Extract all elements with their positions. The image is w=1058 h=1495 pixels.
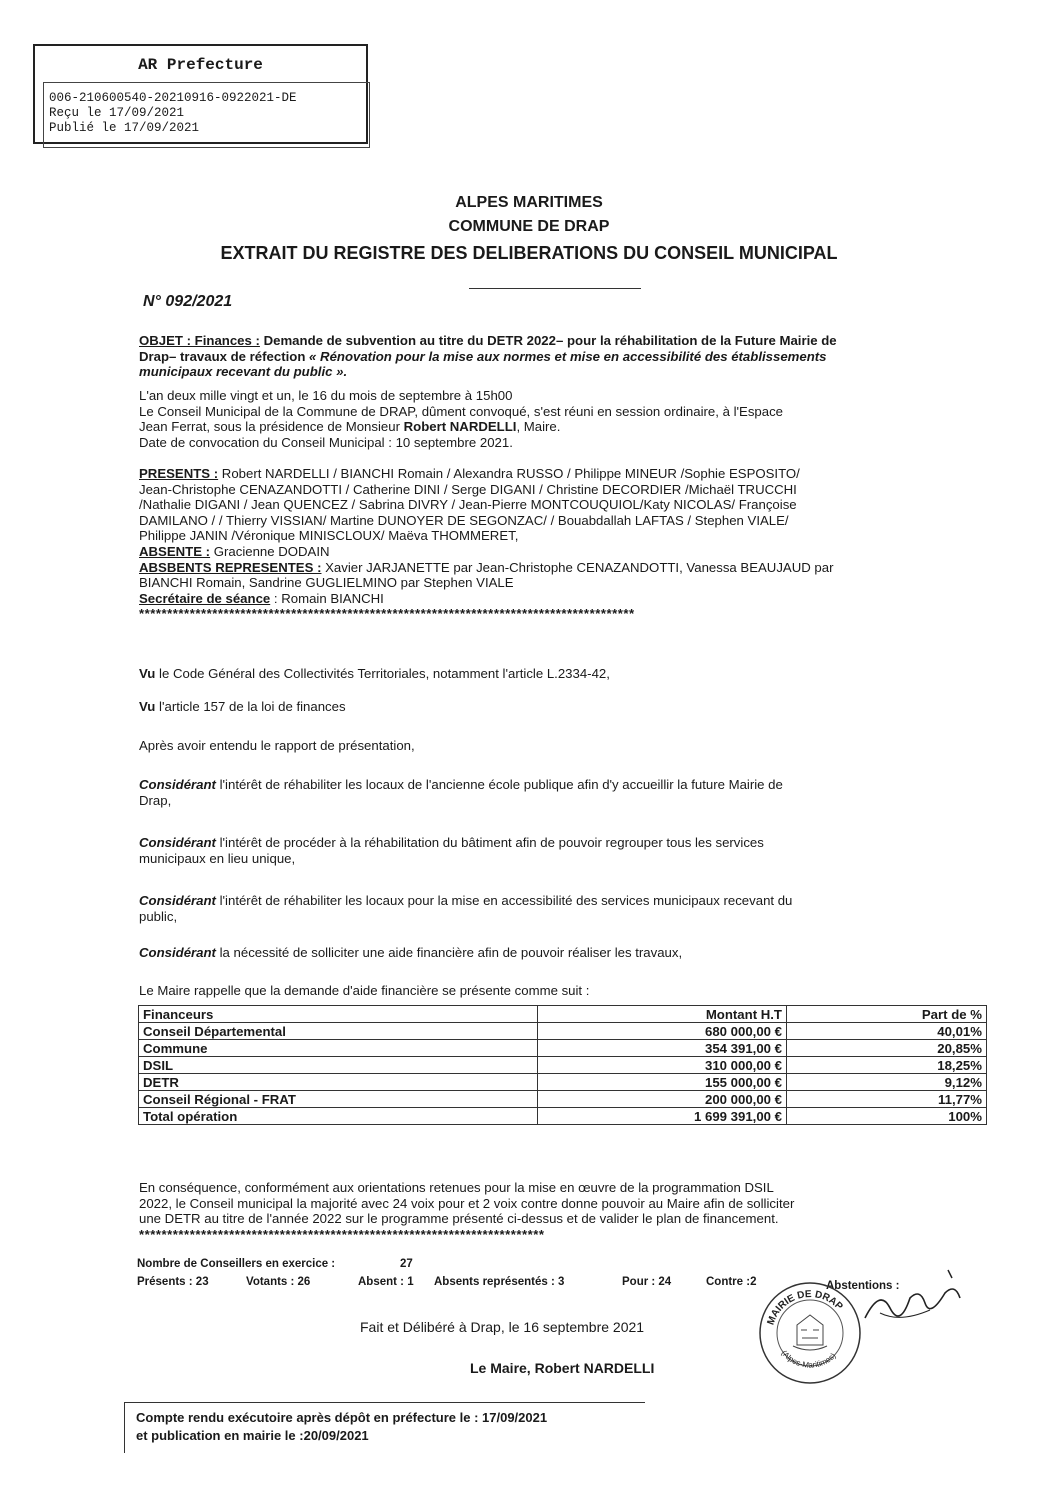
absents-representes-label: ABSBENTS REPRESENTES : — [139, 559, 322, 575]
objet-line2: Drap– travaux de réfection — [139, 348, 310, 364]
table-cell-montant: 310 000,00 € — [538, 1057, 787, 1074]
stamp-top-text: MAIRIE DE DRAP — [765, 1288, 845, 1327]
table-header-financeurs: Financeurs — [139, 1006, 538, 1023]
session-date: L'an deux mille vingt et un, le 16 du mois de septembre à 15h00 — [139, 388, 513, 403]
footer-publication: et publication en mairie le :20/09/2021 — [136, 1428, 369, 1443]
considerant-1-cont: Drap, — [139, 792, 172, 808]
table-cell-financeur: DSIL — [139, 1057, 538, 1074]
absents-representes-line1: Xavier JARJANETTE par Jean-Christophe CENAZANDOTTI, Vanessa BEAUJAUD par — [321, 559, 834, 575]
consequence-line3: une DETR au titre de l'année 2022 sur le programme présenté ci-dessus et de valider le plan de financement. — [139, 1211, 779, 1227]
vu-code-text: le Code Général des Collectivités Territoriales, notamment l'article L.2334-42, — [155, 666, 610, 681]
ar-received: Reçu le 17/09/2021 — [49, 106, 185, 120]
presents-line1: Robert NARDELLI / BIANCHI Romain / Alexandra RUSSO / Philippe MINEUR /Sophie ESPOSITO/ — [218, 466, 800, 481]
vote-contre: Contre :2 — [706, 1276, 757, 1288]
financing-table — [138, 1005, 987, 1125]
table-row — [139, 1040, 987, 1057]
considerant-1 — [139, 777, 961, 808]
header-department: ALPES MARITIMES — [455, 194, 603, 211]
separator-stars-2: ************************************************************************ — [139, 1226, 545, 1242]
table-cell-part: 18,25% — [787, 1057, 987, 1074]
vote-abstentions: Abstentions : — [826, 1280, 900, 1292]
mayor-signature — [860, 1268, 970, 1328]
absente-label: ABSENTE : — [139, 543, 211, 559]
stamp-emblem — [793, 1315, 827, 1350]
presents-label: PRESENTS : — [139, 466, 219, 481]
table-row — [139, 1091, 987, 1108]
fait-delibere: Fait et Délibéré à Drap, le 16 septembre 2021 — [360, 1319, 645, 1335]
secretaire-value: : Romain BIANCHI — [270, 590, 384, 606]
absents-representes-line2: BIANCHI Romain, Sandrine GUGLIELMINO par Stephen VIALE — [139, 575, 514, 591]
table-header-row — [139, 1006, 987, 1023]
session-convocation: Date de convocation du Conseil Municipal : 10 septembre 2021. — [139, 434, 513, 450]
session-line3c: , Maire. — [516, 419, 561, 435]
vu-loi-bold: Vu — [139, 699, 156, 714]
vote-presents: Présents : 23 — [137, 1276, 209, 1288]
deliberation-number: N° 092/2021 — [143, 293, 233, 310]
considerant-1-text: l'intérêt de réhabiliter les locaux de l'ancienne école publique afin d'y accueillir la future Mairie de — [215, 777, 783, 792]
header-title: EXTRAIT DU REGISTRE DES DELIBERATIONS DU CONSEIL MUNICIPAL — [220, 243, 838, 263]
considerant-3-cont: public, — [139, 908, 178, 924]
vu-loi — [139, 699, 961, 715]
considerant-2-text: l'intérêt de procéder à la réhabilitation du bâtiment afin de pouvoir regrouper tous les services — [215, 835, 764, 850]
considerant-4-text: la nécessité de solliciter une aide financière afin de pouvoir réaliser les travaux, — [215, 945, 683, 960]
table-row — [139, 1074, 987, 1091]
session-section — [139, 388, 961, 450]
ar-published: Publié le 17/09/2021 — [49, 121, 200, 135]
considerant-3-text: l'intérêt de réhabiliter les locaux pour la mise en accessibilité des services municipaux recevant du — [215, 893, 793, 908]
presents-line3: /Nathalie DIGANI / Jean QUENCEZ / Sabrina DIVRY / Jean-Pierre MONTCOUQUIOL/Katy NICOLAS/ Françoise — [139, 497, 797, 513]
consequence-section — [139, 1180, 961, 1242]
apres-rapport: Après avoir entendu le rapport de présentation, — [139, 738, 415, 753]
objet-line2-italic: « Rénovation pour la mise aux normes et mise en accessibilité des établissements — [309, 348, 827, 364]
vu-loi-text: l'article 157 de la loi de finances — [155, 699, 346, 714]
le-maire-signature-line: Le Maire, Robert NARDELLI — [470, 1360, 655, 1376]
table-cell-financeur: Commune — [139, 1040, 538, 1057]
separator-stars-1: **************************************************************************************** — [139, 606, 635, 622]
table-cell-part: 40,01% — [787, 1023, 987, 1040]
table-cell-montant: 155 000,00 € — [538, 1074, 787, 1091]
objet-label: OBJET : Finances : — [139, 333, 260, 348]
consequence-line2: 2022, le Conseil municipal la majorité avec 24 voix pour et 2 voix contre donne pouvoir au Maire afin de solliciter — [139, 1195, 795, 1211]
conseillers-exercice-label: Nombre de Conseillers en exercice : — [137, 1258, 336, 1270]
objet-section — [139, 333, 961, 380]
vote-absent: Absent : 1 — [358, 1276, 414, 1288]
ar-title: AR Prefecture — [138, 56, 263, 74]
vu-code — [139, 666, 961, 682]
table-cell-montant: 200 000,00 € — [538, 1091, 787, 1108]
table-row — [139, 1023, 987, 1040]
maire-rappelle: Le Maire rappelle que la demande d'aide financière se présente comme suit : — [139, 983, 590, 998]
session-line2: Le Conseil Municipal de la Commune de DRAP, dûment convoqué, s'est réuni en session ordinaire, à l'Espace — [139, 403, 784, 419]
considerant-2-cont: municipaux en lieu unique, — [139, 850, 296, 866]
table-cell-part: 11,77% — [787, 1091, 987, 1108]
table-header-part: Part de % — [787, 1006, 987, 1023]
considerant-4-bold: Considérant — [139, 945, 216, 960]
session-mayor: Robert NARDELLI — [403, 419, 517, 435]
objet-line1: Demande de subvention au titre du DETR 2022– pour la réhabilitation de la Future Mairie de — [263, 333, 837, 348]
table-cell-montant: 680 000,00 € — [538, 1023, 787, 1040]
ar-lines — [35, 91, 297, 136]
conseillers-exercice-value: 27 — [400, 1258, 413, 1270]
presents-line4: DAMILANO / / Thierry VISSIAN/ Martine DUNOYER DE SEGONZAC/ / Bouabdallah LAFTAS / Stephen VIALE/ — [139, 512, 789, 528]
mairie-stamp — [757, 1280, 863, 1386]
table-cell-financeur: Conseil Régional - FRAT — [139, 1091, 538, 1108]
table-cell-financeur: Conseil Départemental — [139, 1023, 538, 1040]
stamp-bottom-text: (Alpes-Maritimes) — [779, 1348, 838, 1370]
table-total-row — [139, 1108, 987, 1125]
considerant-1-bold: Considérant — [139, 777, 216, 792]
absente-value: Gracienne DODAIN — [210, 543, 330, 559]
table-cell-financeur: Total opération — [139, 1108, 538, 1125]
ar-reference: 006-210600540-20210916-0922021-DE — [49, 91, 297, 105]
table-header-montant: Montant H.T — [538, 1006, 787, 1023]
table-cell-financeur: DETR — [139, 1074, 538, 1091]
secretaire-label: Secrétaire de séance — [139, 590, 271, 606]
considerant-3 — [139, 893, 961, 924]
presents-section — [139, 466, 961, 622]
table-cell-part: 100% — [787, 1108, 987, 1125]
vote-absents-representes: Absents représentés : 3 — [434, 1276, 565, 1288]
table-cell-montant: 354 391,00 € — [538, 1040, 787, 1057]
considerant-2-bold: Considérant — [139, 835, 216, 850]
footer-prefecture: Compte rendu exécutoire après dépôt en préfecture le : 17/09/2021 — [136, 1410, 548, 1425]
vote-votants: Votants : 26 — [246, 1276, 311, 1288]
considerant-3-bold: Considérant — [139, 893, 216, 908]
vote-pour: Pour : 24 — [622, 1276, 672, 1288]
vu-code-bold: Vu — [139, 666, 156, 681]
ar-prefecture-box — [33, 44, 368, 144]
table-cell-part: 20,85% — [787, 1040, 987, 1057]
objet-line3: municipaux recevant du public ». — [139, 364, 348, 380]
header-commune: COMMUNE DE DRAP — [448, 218, 610, 235]
table-cell-part: 9,12% — [787, 1074, 987, 1091]
table-cell-montant: 1 699 391,00 € — [538, 1108, 787, 1125]
consequence-line1: En conséquence, conformément aux orientations retenues pour la mise en œuvre de la programmation DSIL — [139, 1180, 774, 1195]
header-divider — [469, 288, 641, 289]
considerant-4 — [139, 945, 961, 961]
session-line3a: Jean Ferrat, sous la présidence de Monsieur — [139, 419, 404, 435]
considerant-2 — [139, 835, 961, 866]
presents-line2: Jean-Christophe CENAZANDOTTI / Catherine DINI / Serge DIGANI / Christine DECORDIER /Michaël TRUCCHI — [139, 481, 797, 497]
table-row — [139, 1057, 987, 1074]
presents-line5: Philippe JANIN /Véronique MINISCLOUX/ Maëva THOMMERET, — [139, 528, 519, 544]
